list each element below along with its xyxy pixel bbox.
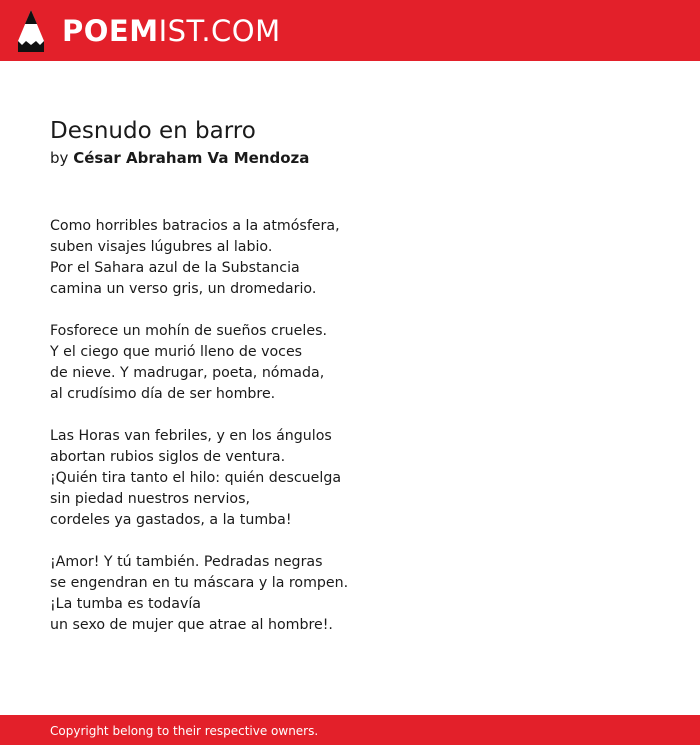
poem-byline [50, 148, 650, 168]
poem-line: camina un verso gris, un dromedario. [50, 281, 317, 297]
poem-line: un sexo de mujer que atrae al hombre!. [50, 617, 333, 633]
site-header [0, 0, 700, 61]
poem-line: ¡Quién tira tanto el hilo: quién descuelga [50, 470, 342, 486]
poem-line: de nieve. Y madrugar, poeta, nómada, [50, 365, 325, 381]
poem-content [50, 117, 650, 657]
poem-line: ¡La tumba es todavía [50, 596, 201, 612]
poem-line: Las Horas van febriles, y en los ángulos [50, 428, 332, 444]
poem-line: abortan rubios siglos de ventura. [50, 449, 286, 465]
pencil-logo-icon [18, 10, 44, 52]
poem-stanza [50, 216, 650, 300]
poem-body [50, 216, 650, 636]
poem-line: suben visajes lúgubres al labio. [50, 239, 273, 255]
poem-line: Y el ciego que murió lleno de voces [50, 344, 303, 360]
poem-stanza [50, 552, 650, 636]
byline-label: by [50, 149, 69, 167]
logo-text-light: IST.COM [158, 13, 281, 48]
poem-title: Desnudo en barro [50, 118, 256, 144]
poem-line: cordeles ya gastados, a la tumba! [50, 512, 292, 528]
poem-author: César Abraham Va Mendoza [73, 149, 310, 167]
site-logo-text [62, 13, 281, 48]
site-footer [0, 715, 700, 745]
poem-line: Como horribles batracios a la atmósfera, [50, 218, 340, 234]
logo-text-bold: POEM [62, 13, 159, 48]
poem-stanza [50, 321, 650, 405]
footer-copyright: Copyright belong to their respective owners. [50, 724, 319, 738]
poem-line: se engendran en tu máscara y la rompen. [50, 575, 349, 591]
poem-line: al crudísimo día de ser hombre. [50, 386, 276, 402]
poem-line: ¡Amor! Y tú también. Pedradas negras [50, 554, 323, 570]
poem-line: Por el Sahara azul de la Substancia [50, 260, 300, 276]
site-logo-link[interactable] [18, 10, 281, 52]
poem-stanza [50, 426, 650, 531]
poem-line: Fosforece un mohín de sueños crueles. [50, 323, 327, 339]
poem-line: sin piedad nuestros nervios, [50, 491, 250, 507]
